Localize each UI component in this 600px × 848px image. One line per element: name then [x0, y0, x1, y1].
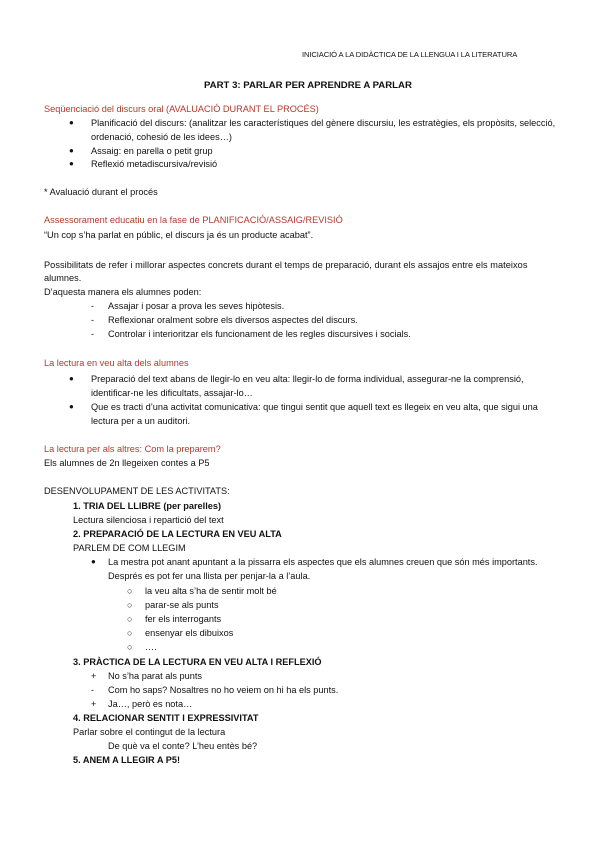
- bullet-icon: ●: [69, 159, 74, 168]
- dash-icon: -: [91, 315, 94, 325]
- list-item: ensenyar els dibuixos: [145, 628, 234, 638]
- activity-title: 1. TRIA DEL LLIBRE (per parelles): [73, 501, 222, 511]
- circle-bullet-icon: ○: [127, 600, 133, 610]
- list-item: Controlar i interioritzar els funcionament de les regles discursives i socials.: [108, 329, 411, 339]
- circle-bullet-icon: ○: [127, 586, 133, 596]
- list-item: Preparació del text abans de llegir-lo en veu alta: llegir-lo de forma individual, assegurar-ne la comprensió,: [91, 374, 524, 384]
- list-item-continuation: identificar-ne les dificultats, assajar-lo…: [91, 388, 253, 398]
- section-heading-sequenciacio: Seqüenciació del discurs oral (AVALUACIÓ DURANT EL PROCÉS): [44, 104, 319, 114]
- section-heading-lectura-altres: La lectura per als altres: Com la preparem?: [44, 444, 221, 454]
- list-item: Reflexió metadiscursiva/revisió: [91, 159, 218, 169]
- list-item: Assajar i posar a prova les seves hipòtesis.: [108, 301, 285, 311]
- list-item: Que es tracti d’una activitat comunicativa: que tingui sentit que aquell text es llegeix en veu alta, que sigui una: [91, 402, 538, 412]
- circle-bullet-icon: ○: [127, 642, 133, 652]
- list-item: ….: [145, 642, 157, 652]
- page-title: PART 3: PARLAR PER APRENDRE A PARLAR: [204, 80, 412, 91]
- bullet-icon: ●: [69, 374, 74, 383]
- footnote: * Avaluació durant el procés: [44, 187, 158, 197]
- activity-title: 2. PREPARACIÓ DE LA LECTURA EN VEU ALTA: [73, 529, 282, 539]
- list-item: parar-se als punts: [145, 600, 219, 610]
- plus-icon: +: [91, 699, 97, 709]
- activity-title: 5. ANEM A LLEGIR A P5!: [73, 755, 181, 765]
- list-item-continuation: ordenació, cohesió de les idees…): [91, 132, 232, 142]
- quote: “Un cop s’ha parlat en públic, el discurs ja és un producte acabat”.: [44, 230, 314, 240]
- activity-title: 3. PRÀCTICA DE LA LECTURA EN VEU ALTA I REFLEXIÓ: [73, 657, 322, 667]
- paragraph-continuation: alumnes.: [44, 273, 82, 283]
- subheading: DESENVOLUPAMENT DE LES ACTIVITATS:: [44, 486, 230, 496]
- plus-icon: +: [91, 671, 97, 681]
- dash-icon: -: [91, 301, 94, 311]
- list-item: Com ho saps? Nosaltres no ho veiem on hi ha els punts.: [108, 685, 339, 695]
- list-item-continuation: lectura per a un auditori.: [91, 416, 191, 426]
- list-item: la veu alta s’ha de sentir molt bé: [145, 586, 277, 596]
- activity-title: 4. RELACIONAR SENTIT I EXPRESSIVITAT: [73, 713, 259, 723]
- circle-bullet-icon: ○: [127, 614, 133, 624]
- bullet-icon: ●: [91, 557, 96, 566]
- list-item: fer els interrogants: [145, 614, 222, 624]
- list-item: Planificació del discurs: (analitzar les característiques del gènere discursiu, les estratègies, els propòsits, selecció,: [91, 118, 556, 128]
- section-heading-lectura-veu-alta: La lectura en veu alta dels alumnes: [44, 358, 189, 368]
- list-item-continuation: Després es pot fer una llista per penjar-la a l’aula.: [108, 571, 311, 581]
- paragraph: PARLEM DE COM LLEGIM: [73, 543, 186, 553]
- list-item: No s’ha parat als punts: [108, 671, 202, 681]
- paragraph: D’aquesta manera els alumnes poden:: [44, 287, 202, 297]
- paragraph: Possibilitats de refer i millorar aspectes concrets durant el temps de preparació, durant els assajos entre els mateixos: [44, 260, 528, 270]
- bullet-icon: ●: [69, 402, 74, 411]
- paragraph: Els alumnes de 2n llegeixen contes a P5: [44, 458, 210, 468]
- circle-bullet-icon: ○: [127, 628, 133, 638]
- list-item: Ja…, però es nota…: [108, 699, 193, 709]
- bullet-icon: ●: [69, 118, 74, 127]
- running-header: INICIACIÓ A LA DIDÀCTICA DE LA LLENGUA I LA LITERATURA: [302, 50, 518, 59]
- question: De què va el conte? L’heu entès bé?: [108, 741, 258, 751]
- dash-icon: -: [91, 329, 94, 339]
- list-item: Reflexionar oralment sobre els diversos aspectes del discurs.: [108, 315, 358, 325]
- paragraph: Lectura silenciosa i repartició del text: [73, 515, 224, 525]
- dash-icon: -: [91, 685, 94, 695]
- paragraph: Parlar sobre el contingut de la lectura: [73, 727, 226, 737]
- list-item: Assaig: en parella o petit grup: [91, 146, 213, 156]
- bullet-icon: ●: [69, 146, 74, 155]
- section-heading-assessorament: Assessorament educatiu en la fase de PLANIFICACIÓ/ASSAIG/REVISIÓ: [44, 215, 343, 225]
- list-item: La mestra pot anant apuntant a la pissarra els aspectes que els alumnes creuen que són més importants.: [108, 557, 538, 567]
